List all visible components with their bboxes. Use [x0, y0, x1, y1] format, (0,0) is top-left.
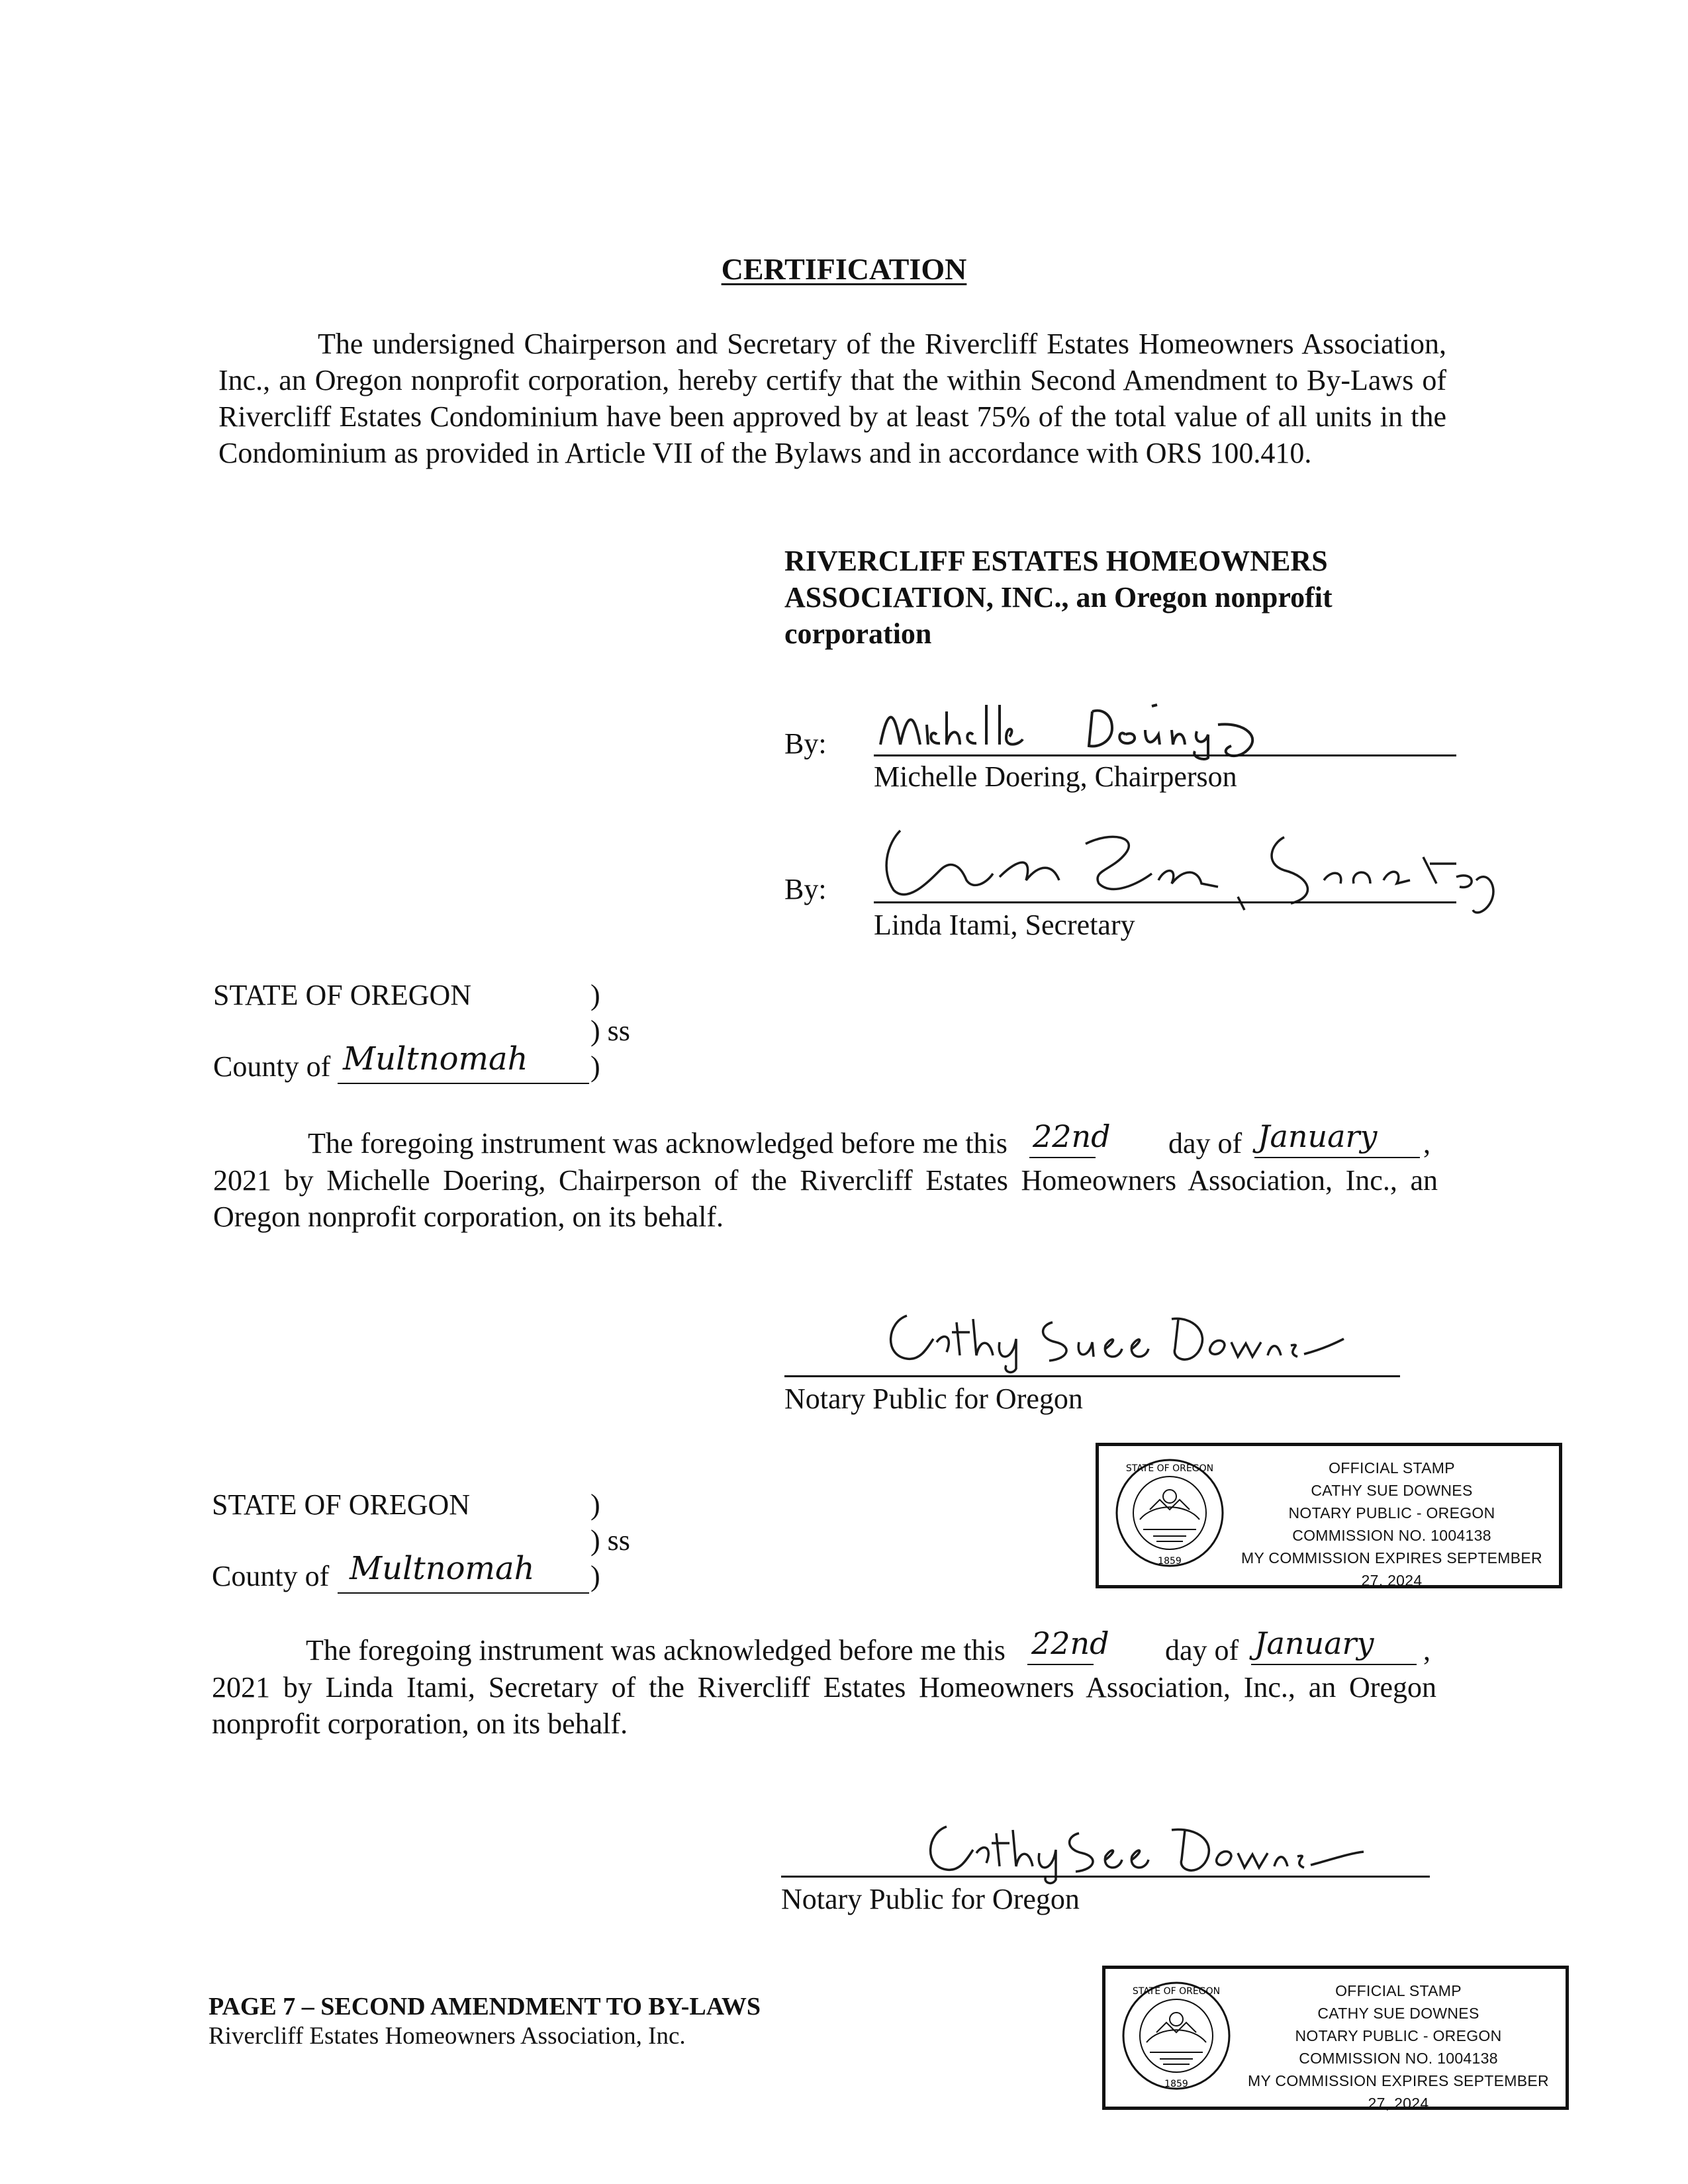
seal-top-text: STATE OF OREGON — [1132, 1986, 1221, 1997]
seal-year: 1859 — [1164, 2079, 1188, 2089]
ack-2-comma: , — [1423, 1634, 1430, 1666]
seal-year: 1859 — [1158, 1556, 1182, 1567]
venue-county-label-2: County of — [212, 1560, 330, 1592]
notary-stamp-2-content — [1105, 1969, 1566, 2112]
venue-state-2: STATE OF OREGON — [212, 1488, 471, 1521]
ack-2-text-before-day: The foregoing instrument was acknowledged before me this — [306, 1634, 1006, 1666]
ack-1-text-before-day: The foregoing instrument was acknowledged before me this — [308, 1127, 1008, 1160]
seal-top-text: STATE OF OREGON — [1125, 1463, 1214, 1474]
stamp-line-1: OFFICIAL STAMP — [1335, 1982, 1462, 1999]
ack-1-month-line — [1254, 1157, 1420, 1158]
notary-stamp-1 — [1096, 1443, 1562, 1588]
stamp-line-4: COMMISSION NO. 1004138 — [1299, 2050, 1498, 2067]
chairperson-name-title: Michelle Doering, Chairperson — [874, 760, 1237, 793]
stamp-text-block — [1231, 1457, 1552, 1592]
ack-1-month-handwritten: January — [1258, 1118, 1378, 1154]
chairperson-signature-drawing — [874, 698, 1456, 758]
stamp-line-3: NOTARY PUBLIC - OREGON — [1295, 2027, 1502, 2044]
footer-subtitle: Rivercliff Estates Homeowners Association, Inc. — [209, 2023, 686, 2050]
stamp-line-4: COMMISSION NO. 1004138 — [1292, 1527, 1491, 1544]
stamp-line-1: OFFICIAL STAMP — [1329, 1459, 1455, 1477]
ack-2-month-handwritten: January — [1254, 1625, 1374, 1661]
stamp-text-block — [1238, 1979, 1559, 2115]
venue-county-handwritten-2: Multnomah — [350, 1550, 535, 1587]
ack-2-day-handwritten: 22nd — [1031, 1625, 1109, 1661]
by-label-chairperson: By: — [784, 727, 827, 760]
notary-line-1 — [784, 1375, 1400, 1377]
secretary-name-title: Linda Itami, Secretary — [874, 909, 1135, 941]
footer-title: PAGE 7 – SECOND AMENDMENT TO BY-LAWS — [209, 1993, 761, 2021]
state-seal-icon — [1120, 1979, 1233, 2092]
notary-label-1: Notary Public for Oregon — [784, 1383, 1083, 1415]
notary-signature-2-drawing — [920, 1813, 1383, 1880]
by-label-secretary: By: — [784, 873, 827, 905]
ack-2-day-line — [1027, 1664, 1094, 1665]
ack-1-day-handwritten: 22nd — [1033, 1118, 1111, 1154]
venue-ss-2: ) ss — [590, 1524, 630, 1557]
ack-2-month-line — [1251, 1664, 1417, 1665]
certification-paragraph: The undersigned Chairperson and Secretary of the Rivercliff Estates Homeowners Association, Inc., an Oregon nonprofit corporation, hereby certify that the within Second Amendment to By-Laws of Rivercliff Estates Condominium have been approved by at least 75% of the total value of all units in the Condominium as provided in Article VII of the Bylaws and in accordance with ORS 100.410. — [218, 328, 1446, 469]
signature-line-chairperson — [874, 754, 1456, 756]
ack-1-text-continued: 2021 by Michelle Doering, Chairperson of the Rivercliff Estates Homeowners Association, Inc., an Oregon nonprofit corporation, on its behalf. — [213, 1164, 1438, 1233]
notary-label-2: Notary Public for Oregon — [781, 1883, 1080, 1915]
organization-line-1: RIVERCLIFF ESTATES HOMEOWNERS — [784, 545, 1328, 577]
venue-paren-2c: ) — [590, 1560, 600, 1592]
notary-signature-2 — [920, 1813, 1383, 1880]
notary-stamp-1-content — [1099, 1446, 1559, 1589]
page-title-text: CERTIFICATION — [721, 252, 967, 286]
venue-ss-1: ) ss — [590, 1015, 630, 1047]
stamp-line-3: NOTARY PUBLIC - OREGON — [1288, 1504, 1495, 1522]
notary-signature-1 — [880, 1302, 1344, 1369]
organization-line-2: ASSOCIATION, INC., an Oregon nonprofit — [784, 581, 1333, 614]
venue-paren-2a: ) — [590, 1488, 600, 1521]
notary-line-2 — [781, 1876, 1430, 1878]
stamp-line-5: MY COMMISSION EXPIRES SEPTEMBER 27, 2024 — [1241, 1549, 1542, 1589]
ack-1-text-between: day of — [1168, 1127, 1243, 1160]
venue-state-1: STATE OF OREGON — [213, 979, 472, 1011]
state-seal-icon — [1113, 1457, 1226, 1569]
venue-county-label-1: County of — [213, 1050, 331, 1083]
chairperson-signature — [874, 698, 1456, 758]
stamp-line-5: MY COMMISSION EXPIRES SEPTEMBER 27, 2024 — [1248, 2072, 1549, 2112]
signature-line-secretary — [874, 901, 1456, 903]
stamp-line-2: CATHY SUE DOWNES — [1317, 2005, 1479, 2022]
county-line-1 — [338, 1083, 589, 1084]
stamp-line-2: CATHY SUE DOWNES — [1311, 1482, 1473, 1499]
ack-1-day-line — [1029, 1157, 1096, 1158]
venue-paren-1a: ) — [590, 979, 600, 1011]
page-title — [0, 251, 1688, 287]
notary-stamp-2 — [1102, 1966, 1569, 2110]
organization-block — [784, 543, 1446, 652]
county-line-2 — [338, 1592, 589, 1594]
venue-county-handwritten-1: Multnomah — [343, 1040, 528, 1077]
ack-2-text-between: day of — [1165, 1634, 1239, 1666]
ack-1-comma: , — [1423, 1127, 1430, 1160]
notary-signature-1-drawing — [880, 1302, 1344, 1369]
organization-line-3: corporation — [784, 617, 932, 650]
venue-paren-1c: ) — [590, 1050, 600, 1083]
ack-2-text-continued: 2021 by Linda Itami, Secretary of the Rivercliff Estates Homeowners Association, Inc., an Oregon nonprofit corporation, on its behalf. — [212, 1671, 1436, 1740]
